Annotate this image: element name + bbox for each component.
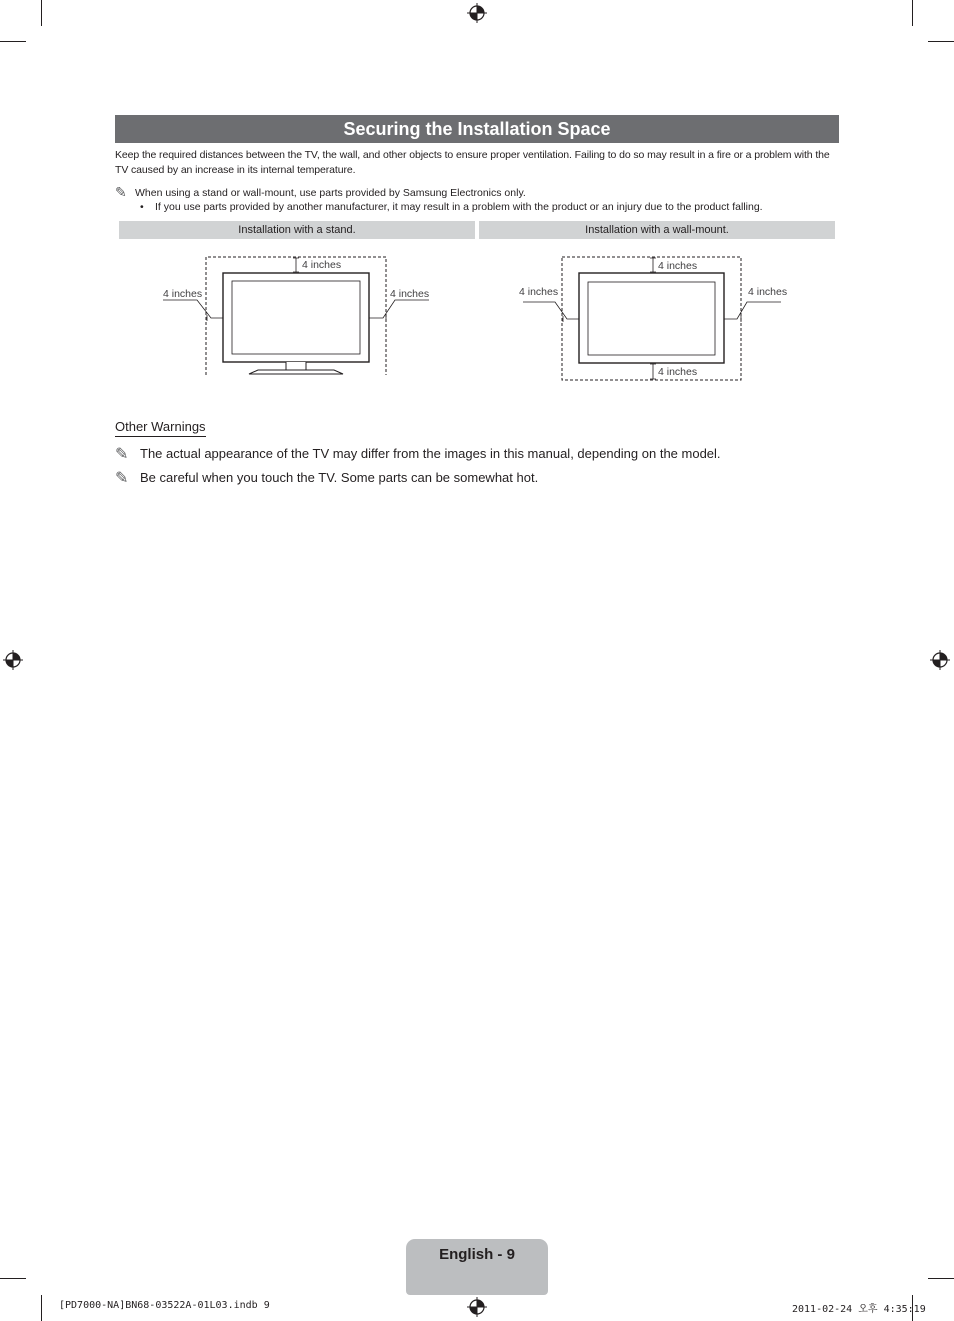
wall-right-clearance: 4 inches [748, 286, 788, 298]
warning-item [115, 446, 721, 463]
wall-diagram-label: Installation with a wall-mount. [479, 221, 835, 239]
crop-mark [41, 1295, 42, 1321]
pencil-note-icon: ✎ [115, 470, 129, 487]
wall-left-clearance: 4 inches [519, 286, 559, 298]
warning-text: Be careful when you touch the TV. Some parts can be somewhat hot. [140, 470, 539, 485]
bullet-item [140, 200, 763, 214]
stand-top-clearance: 4 inches [302, 259, 342, 271]
wall-mount-installation-diagram [475, 240, 835, 390]
crop-mark [928, 1278, 954, 1279]
crop-mark [41, 0, 42, 26]
wall-top-clearance: 4 inches [658, 260, 698, 272]
crop-mark [0, 1278, 26, 1279]
stand-left-clearance: 4 inches [163, 288, 203, 300]
registration-mark-icon [2, 649, 24, 671]
print-file-slug: [PD7000-NA]BN68-03522A-01L03.indb 9 [59, 1300, 270, 1311]
other-warnings-heading: Other Warnings [115, 419, 206, 437]
wall-bottom-clearance: 4 inches [658, 366, 698, 378]
page-number: English - 9 [439, 1246, 515, 1263]
crop-mark [0, 41, 26, 42]
stand-installation-diagram [115, 240, 475, 390]
warning-text: The actual appearance of the TV may differ from the images in this manual, depending on the model. [140, 446, 721, 461]
note-line [115, 185, 526, 200]
tv-screen [232, 281, 360, 354]
tv-screen [588, 282, 715, 355]
pencil-note-icon: ✎ [115, 446, 129, 463]
stand-right-clearance: 4 inches [390, 288, 430, 300]
print-timestamp: 2011-02-24 오후 4:35:19 [792, 1304, 926, 1315]
registration-mark-icon [929, 649, 951, 671]
bullet-text: If you use parts provided by another manufacturer, it may result in a problem with the product or an injury due to the product falling. [155, 201, 763, 213]
note-text: When using a stand or wall-mount, use parts provided by Samsung Electronics only. [135, 187, 526, 199]
crop-mark [928, 41, 954, 42]
registration-mark-icon [466, 1296, 488, 1318]
pencil-note-icon: ✎ [115, 184, 127, 200]
bullet-icon: • [140, 201, 144, 213]
tv-stand [249, 362, 343, 374]
section-title: Securing the Installation Space [115, 115, 839, 143]
warning-item [115, 470, 538, 487]
crop-mark [912, 0, 913, 26]
intro-paragraph: Keep the required distances between the TV, the wall, and other objects to ensure proper ventilation. Failing to do so may result in a fire or a problem with the TV caused by an increase in its internal temperature. [115, 149, 830, 176]
registration-mark-icon [466, 2, 488, 24]
stand-diagram-label: Installation with a stand. [119, 221, 475, 239]
